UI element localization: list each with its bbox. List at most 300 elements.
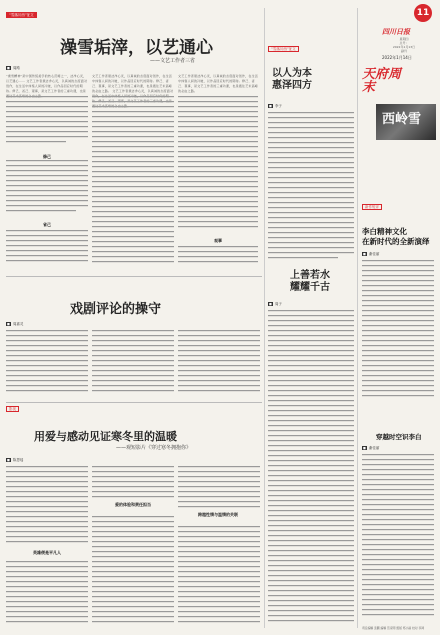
text-line bbox=[178, 611, 260, 612]
text-line bbox=[362, 499, 434, 500]
text-line bbox=[92, 611, 174, 612]
text-line bbox=[268, 570, 354, 571]
text-line bbox=[6, 501, 88, 502]
text-line bbox=[268, 535, 354, 536]
text-line bbox=[362, 599, 434, 600]
review-tag: 新作短评 bbox=[362, 204, 382, 210]
text-line bbox=[362, 360, 434, 361]
text-line bbox=[268, 485, 354, 486]
section-brand: 天府周末 bbox=[362, 67, 402, 95]
text-line bbox=[268, 430, 354, 431]
text-line bbox=[92, 616, 174, 617]
text-line bbox=[268, 530, 354, 531]
text-line bbox=[6, 506, 88, 507]
text-line bbox=[178, 571, 260, 572]
section-heading: 观事 bbox=[214, 238, 222, 243]
text-line bbox=[362, 260, 434, 261]
text-line bbox=[268, 465, 354, 466]
drama-author: 周嘉灵 bbox=[12, 322, 24, 326]
film-section-heading: 英雄便是平凡人 bbox=[33, 550, 61, 555]
text-line bbox=[178, 486, 260, 487]
text-line bbox=[362, 340, 434, 341]
text-line bbox=[268, 500, 354, 501]
text-line bbox=[362, 290, 434, 291]
masthead-line: 总号： bbox=[399, 41, 409, 45]
text-line bbox=[268, 540, 354, 541]
text-line bbox=[92, 526, 174, 527]
text-line bbox=[268, 475, 354, 476]
text-line bbox=[6, 476, 88, 477]
text-line bbox=[6, 591, 88, 592]
text-line bbox=[268, 310, 354, 311]
text-line bbox=[6, 466, 88, 467]
essay2-author: 周子 bbox=[274, 302, 282, 306]
text-line bbox=[362, 494, 434, 495]
section-heading: 省己 bbox=[43, 222, 51, 227]
text-line bbox=[178, 616, 260, 617]
text-line bbox=[268, 460, 354, 461]
text-line bbox=[92, 496, 174, 497]
text-line bbox=[362, 609, 434, 610]
text-line bbox=[268, 550, 354, 551]
text-line bbox=[362, 320, 434, 321]
text-line bbox=[6, 521, 88, 522]
subhead: ——文艺工作者三省 bbox=[150, 58, 196, 64]
text-line bbox=[268, 605, 354, 606]
text-line bbox=[6, 335, 88, 336]
text-line bbox=[178, 390, 260, 391]
text-line bbox=[6, 486, 88, 487]
text-line bbox=[362, 549, 434, 550]
text-line bbox=[6, 526, 88, 527]
review-text-lines bbox=[362, 260, 434, 400]
text-line bbox=[92, 345, 174, 346]
text-line bbox=[178, 330, 260, 331]
text-line bbox=[6, 491, 88, 492]
text-line bbox=[268, 410, 354, 411]
text-line bbox=[178, 466, 260, 467]
text-line bbox=[268, 490, 354, 491]
text-line bbox=[268, 365, 354, 366]
text-lines bbox=[6, 96, 258, 268]
text-line bbox=[6, 380, 88, 381]
text-line bbox=[6, 571, 88, 572]
text-line bbox=[178, 476, 260, 477]
text-line bbox=[6, 385, 88, 386]
text-line bbox=[6, 561, 88, 562]
text-line bbox=[362, 355, 434, 356]
text-line bbox=[268, 510, 354, 511]
text-line bbox=[268, 590, 354, 591]
text-line bbox=[178, 501, 260, 502]
text-line bbox=[362, 574, 434, 575]
text-line bbox=[6, 390, 88, 391]
text-line bbox=[362, 474, 434, 475]
text-line bbox=[92, 375, 174, 376]
text-line bbox=[362, 469, 434, 470]
film-author: 陈思瑶 bbox=[12, 458, 24, 462]
text-line bbox=[268, 545, 354, 546]
text-line bbox=[362, 534, 434, 535]
text-line bbox=[268, 470, 354, 471]
text-line bbox=[362, 479, 434, 480]
text-line bbox=[6, 616, 88, 617]
essay2-byline: ◼ 周子 bbox=[269, 302, 282, 306]
text-line bbox=[6, 355, 88, 356]
text-line bbox=[92, 591, 174, 592]
text-line bbox=[92, 491, 174, 492]
film-headline: 用爱与感动见证寒冬里的温暖 bbox=[34, 430, 177, 443]
text-line bbox=[362, 589, 434, 590]
text-line bbox=[92, 481, 174, 482]
text-line bbox=[92, 335, 174, 336]
text-line bbox=[268, 315, 354, 316]
text-line bbox=[178, 606, 260, 607]
body-paragraph: 文艺工作者须洁净心灵，以真诚的态度面对创作，在生活中体察人间的冷暖，以作品回应时代的期待。修己、省己、观事，是文艺工作者的三重功课，也是通往艺术高峰的必由之路。 bbox=[92, 74, 173, 93]
text-line bbox=[362, 604, 434, 605]
text-line bbox=[362, 569, 434, 570]
text-line bbox=[92, 581, 174, 582]
text-line bbox=[178, 496, 260, 497]
text-line bbox=[92, 370, 174, 371]
text-line bbox=[6, 611, 88, 612]
text-line bbox=[178, 561, 260, 562]
text-line bbox=[178, 365, 260, 366]
divider bbox=[6, 276, 262, 277]
text-line bbox=[362, 345, 434, 346]
text-line bbox=[362, 489, 434, 490]
text-line bbox=[178, 506, 260, 507]
section-heading: 修己 bbox=[43, 154, 51, 159]
text-line bbox=[6, 596, 88, 597]
film-section-heading: 爱的体验和责任担当 bbox=[115, 502, 151, 507]
text-line bbox=[92, 536, 174, 537]
text-line bbox=[268, 320, 354, 321]
text-line bbox=[92, 596, 174, 597]
masthead-line: 星期四 bbox=[399, 37, 409, 41]
review-byline: ◼ 谢佳丽 bbox=[363, 252, 380, 256]
masthead-line: 副刊 bbox=[400, 49, 407, 53]
text-line bbox=[6, 581, 88, 582]
text-line bbox=[268, 595, 354, 596]
text-line bbox=[362, 614, 434, 615]
text-line bbox=[268, 385, 354, 386]
text-line bbox=[6, 621, 88, 622]
text-line bbox=[92, 385, 174, 386]
text-line bbox=[92, 551, 174, 552]
text-line bbox=[362, 579, 434, 580]
text-line bbox=[178, 576, 260, 577]
text-line bbox=[268, 355, 354, 356]
text-line bbox=[268, 560, 354, 561]
text-line bbox=[268, 575, 354, 576]
text-line bbox=[268, 370, 354, 371]
review-author: 谢佳丽 bbox=[368, 252, 380, 256]
text-line bbox=[6, 576, 88, 577]
text-line bbox=[6, 360, 88, 361]
text-line bbox=[268, 360, 354, 361]
text-line bbox=[178, 481, 260, 482]
text-line bbox=[92, 521, 174, 522]
text-line bbox=[6, 345, 88, 346]
text-line bbox=[6, 375, 88, 376]
text-line bbox=[362, 350, 434, 351]
text-line bbox=[362, 524, 434, 525]
text-line bbox=[178, 345, 260, 346]
text-line bbox=[6, 496, 88, 497]
text-line bbox=[268, 620, 354, 621]
column-divider bbox=[357, 8, 358, 628]
text-line bbox=[92, 355, 174, 356]
text-line bbox=[6, 606, 88, 607]
text-line bbox=[92, 566, 174, 567]
text-line bbox=[178, 360, 260, 361]
text-line bbox=[92, 340, 174, 341]
text-line bbox=[92, 586, 174, 587]
text-line bbox=[268, 615, 354, 616]
text-line bbox=[92, 466, 174, 467]
text-line bbox=[178, 375, 260, 376]
text-line bbox=[92, 330, 174, 331]
text-line bbox=[6, 586, 88, 587]
text-line bbox=[178, 340, 260, 341]
text-line bbox=[268, 420, 354, 421]
text-line bbox=[178, 551, 260, 552]
text-line bbox=[268, 515, 354, 516]
text-line bbox=[362, 529, 434, 530]
text-line bbox=[92, 541, 174, 542]
text-line bbox=[362, 365, 434, 366]
text-line bbox=[92, 576, 174, 577]
text-line bbox=[178, 596, 260, 597]
text-line bbox=[268, 495, 354, 496]
text-line bbox=[178, 491, 260, 492]
masthead-line: 2022年1月13日 bbox=[392, 45, 416, 49]
text-line bbox=[178, 556, 260, 557]
text-line bbox=[362, 270, 434, 271]
text-line bbox=[178, 531, 260, 532]
text-line bbox=[362, 265, 434, 266]
text-line bbox=[362, 330, 434, 331]
text-line bbox=[178, 385, 260, 386]
review2-byline: ◼ 谢佳丽 bbox=[363, 446, 380, 450]
text-line bbox=[362, 484, 434, 485]
text-line bbox=[362, 375, 434, 376]
text-line bbox=[362, 594, 434, 595]
review-title: 李白精神文化 在新时代的全新演绎 bbox=[362, 227, 430, 246]
text-line bbox=[268, 435, 354, 436]
text-line bbox=[268, 565, 354, 566]
byline: ◼ 周路 bbox=[7, 66, 20, 70]
essay-byline: ◼ 李子 bbox=[269, 104, 282, 108]
text-line bbox=[6, 516, 88, 517]
text-line bbox=[268, 425, 354, 426]
text-line bbox=[362, 275, 434, 276]
essay-title: 以人为本 惠泽四方 bbox=[272, 68, 312, 91]
paper-logo: 四川日报 bbox=[382, 27, 410, 36]
review2-author: 谢佳丽 bbox=[368, 446, 380, 450]
text-line bbox=[362, 539, 434, 540]
text-line bbox=[268, 445, 354, 446]
column-divider bbox=[264, 8, 265, 628]
text-line bbox=[362, 454, 434, 455]
text-line bbox=[6, 601, 88, 602]
text-line bbox=[362, 285, 434, 286]
text-line bbox=[362, 509, 434, 510]
text-line bbox=[92, 350, 174, 351]
text-line bbox=[362, 280, 434, 281]
drama-byline: ◼ 周嘉灵 bbox=[7, 322, 24, 326]
text-line bbox=[92, 621, 174, 622]
text-line bbox=[92, 476, 174, 477]
text-line bbox=[268, 450, 354, 451]
text-line bbox=[92, 365, 174, 366]
text-line bbox=[92, 471, 174, 472]
text-line bbox=[268, 520, 354, 521]
text-line bbox=[268, 390, 354, 391]
text-line bbox=[178, 355, 260, 356]
text-line bbox=[362, 459, 434, 460]
text-line bbox=[268, 345, 354, 346]
text-line bbox=[178, 591, 260, 592]
film-text-lines bbox=[6, 466, 262, 626]
headline: 澡雪垢滓，以艺通心 bbox=[60, 38, 213, 58]
text-line bbox=[268, 400, 354, 401]
text-line bbox=[178, 621, 260, 622]
text-line bbox=[178, 536, 260, 537]
page-number-badge: 11 bbox=[414, 4, 432, 22]
text-line bbox=[6, 365, 88, 366]
text-line bbox=[362, 370, 434, 371]
text-line bbox=[268, 525, 354, 526]
body-paragraph: 文艺工作者须洁净心灵，以真诚的态度面对创作，在生活中体察人间的冷暖，以作品回应时代的期待。修己、省己、观事，是文艺工作者的三重功课，也是 bbox=[6, 79, 88, 93]
text-line bbox=[362, 584, 434, 585]
text-line bbox=[6, 471, 88, 472]
text-line bbox=[362, 335, 434, 336]
text-line bbox=[92, 546, 174, 547]
drama-headline: 戏剧评论的操守 bbox=[70, 302, 162, 317]
text-line bbox=[6, 566, 88, 567]
essay2-title: 上善若水 耀耀千古 bbox=[290, 270, 330, 293]
text-line bbox=[362, 519, 434, 520]
review2-text-lines bbox=[362, 454, 434, 620]
date-line: 2022年1月14日 bbox=[382, 55, 412, 60]
text-line bbox=[92, 390, 174, 391]
text-line bbox=[178, 370, 260, 371]
text-line bbox=[178, 546, 260, 547]
body-paragraph: 文艺工作者须洁净心灵，以真诚的态度面对创作，在生活中体察人间的冷暖，以作品回应时代的期待。修己、省己、观事，是文艺工作者的三重功课，也是通往艺术高峰的必由之路。 bbox=[178, 74, 258, 93]
text-line bbox=[268, 555, 354, 556]
text-line bbox=[268, 335, 354, 336]
text-line bbox=[92, 561, 174, 562]
text-line bbox=[268, 600, 354, 601]
lead-paragraph: “澡雪精神”是中国传统美学的核心范畴之一，洁净心灵，以艺通心…… bbox=[6, 74, 87, 83]
text-line bbox=[178, 581, 260, 582]
body-paragraph: 文艺工作者须洁净心灵，以真诚的态度面对 bbox=[112, 89, 174, 93]
text-line bbox=[362, 385, 434, 386]
text-line bbox=[268, 610, 354, 611]
text-line bbox=[6, 541, 88, 542]
essay2-text-lines bbox=[268, 310, 354, 628]
text-line bbox=[268, 375, 354, 376]
text-line bbox=[362, 395, 434, 396]
text-line bbox=[178, 566, 260, 567]
text-line bbox=[268, 585, 354, 586]
text-line bbox=[268, 325, 354, 326]
text-line bbox=[362, 325, 434, 326]
text-line bbox=[362, 310, 434, 311]
text-line bbox=[268, 455, 354, 456]
text-line bbox=[362, 315, 434, 316]
text-line bbox=[178, 601, 260, 602]
text-line bbox=[268, 505, 354, 506]
text-line bbox=[268, 350, 354, 351]
text-line bbox=[362, 504, 434, 505]
text-line bbox=[362, 564, 434, 565]
text-line bbox=[362, 559, 434, 560]
text-line bbox=[268, 405, 354, 406]
text-line bbox=[268, 330, 354, 331]
text-line bbox=[268, 340, 354, 341]
text-line bbox=[362, 295, 434, 296]
film-section-tag: 影视 bbox=[6, 406, 19, 412]
text-line bbox=[92, 531, 174, 532]
text-line bbox=[6, 330, 88, 331]
film-byline: ◼ 陈思瑶 bbox=[7, 458, 24, 462]
text-line bbox=[92, 516, 174, 517]
footer-credits: 责任编辑 张鹏 编辑 范家明 组版 郑小丽 校对 李鸿 bbox=[362, 626, 425, 630]
essay-text-lines bbox=[268, 112, 354, 262]
text-line bbox=[92, 486, 174, 487]
text-line bbox=[362, 544, 434, 545]
text-line bbox=[6, 340, 88, 341]
film-section-heading: 跨越性情与温情的关联 bbox=[198, 512, 238, 517]
text-line bbox=[268, 480, 354, 481]
drama-text-lines bbox=[6, 330, 262, 396]
film-subhead: ——观短影片《穿过寒冬拥抱你》 bbox=[116, 445, 192, 451]
text-line bbox=[178, 586, 260, 587]
text-line bbox=[6, 350, 88, 351]
text-line bbox=[6, 536, 88, 537]
text-line bbox=[268, 415, 354, 416]
text-line bbox=[268, 580, 354, 581]
text-line bbox=[362, 300, 434, 301]
text-line bbox=[92, 606, 174, 607]
text-line bbox=[6, 531, 88, 532]
essay-author: 李子 bbox=[274, 104, 282, 108]
text-line bbox=[178, 541, 260, 542]
text-line bbox=[362, 305, 434, 306]
text-line bbox=[362, 514, 434, 515]
text-line bbox=[178, 350, 260, 351]
author-name: 周路 bbox=[12, 66, 20, 70]
text-line bbox=[268, 380, 354, 381]
essay-tag: “雪落川西”征文 bbox=[268, 46, 299, 52]
text-line bbox=[178, 380, 260, 381]
text-line bbox=[92, 360, 174, 361]
column-brand: 西岭雪 bbox=[382, 112, 422, 127]
review2-title: 穿越时空识李白 bbox=[376, 433, 422, 441]
text-line bbox=[92, 380, 174, 381]
text-line bbox=[362, 464, 434, 465]
text-line bbox=[362, 554, 434, 555]
text-line bbox=[178, 526, 260, 527]
text-line bbox=[268, 395, 354, 396]
divider bbox=[6, 402, 262, 403]
text-line bbox=[92, 601, 174, 602]
text-line bbox=[6, 370, 88, 371]
text-line bbox=[268, 440, 354, 441]
